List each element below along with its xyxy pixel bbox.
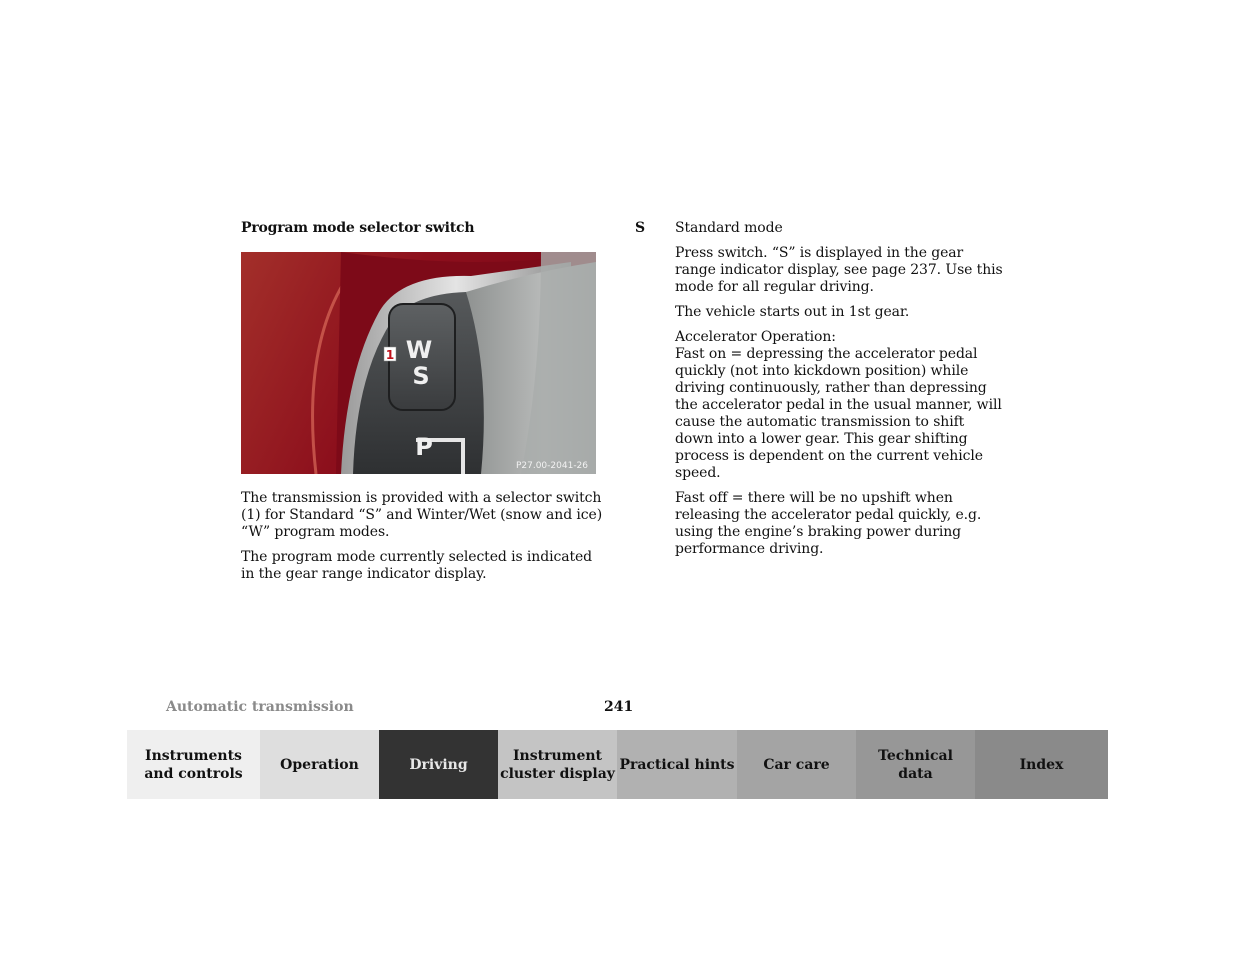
callout-number: 1 bbox=[385, 348, 395, 362]
page-number: 241 bbox=[604, 699, 634, 715]
tab-driving[interactable]: Driving bbox=[379, 730, 498, 799]
paragraph: Press switch. “S” is displayed in the gear range indicator display, see page 237. Use this mode for all regular driving. bbox=[675, 245, 1003, 295]
tab-technical-data[interactable]: Technical data bbox=[856, 730, 975, 799]
right-column-text bbox=[675, 220, 1005, 566]
paragraph: Fast on = depressing the accelerator pedal quickly (not into kickdown position) while driving continuously, rather than depressing the accelerator pedal in the usual manner, will cause the automatic transmission to shift down into a lower gear. This gear shifting process is dependent on the current vehicle speed. bbox=[675, 346, 1002, 481]
paragraph: Standard mode bbox=[675, 220, 783, 236]
footer-section-title: Automatic transmission bbox=[166, 699, 354, 715]
paragraph: Fast off = there will be no upshift when releasing the accelerator pedal quickly, e.g. using the engine’s braking power during performance driving. bbox=[675, 490, 982, 557]
chapter-tab-bar bbox=[127, 730, 1108, 799]
section-heading: Program mode selector switch bbox=[241, 220, 475, 236]
paragraph: The transmission is provided with a selector switch (1) for Standard “S” and Winter/Wet (snow and ice) “W” program modes. bbox=[241, 490, 603, 540]
left-column-text bbox=[241, 490, 606, 591]
tab-instruments-and-controls[interactable]: Instruments and controls bbox=[127, 730, 260, 799]
figure-code: P27.00-2041-26 bbox=[515, 461, 589, 471]
tab-car-care[interactable]: Car care bbox=[737, 730, 856, 799]
label-p: P bbox=[415, 433, 433, 461]
tab-practical-hints[interactable]: Practical hints bbox=[617, 730, 737, 799]
paragraph: The program mode currently selected is indicated in the gear range indicator display. bbox=[241, 549, 593, 582]
label-s: S bbox=[412, 362, 430, 390]
paragraph: The vehicle starts out in 1st gear. bbox=[675, 304, 910, 320]
tab-operation[interactable]: Operation bbox=[260, 730, 379, 799]
label-w: W bbox=[405, 336, 433, 364]
paragraph: Accelerator Operation: bbox=[675, 329, 836, 345]
tab-index[interactable]: Index bbox=[975, 730, 1108, 799]
selector-switch-photo bbox=[241, 252, 596, 474]
mode-marker: S bbox=[635, 220, 646, 236]
tab-instrument-cluster-display[interactable]: Instrument cluster display bbox=[498, 730, 617, 799]
